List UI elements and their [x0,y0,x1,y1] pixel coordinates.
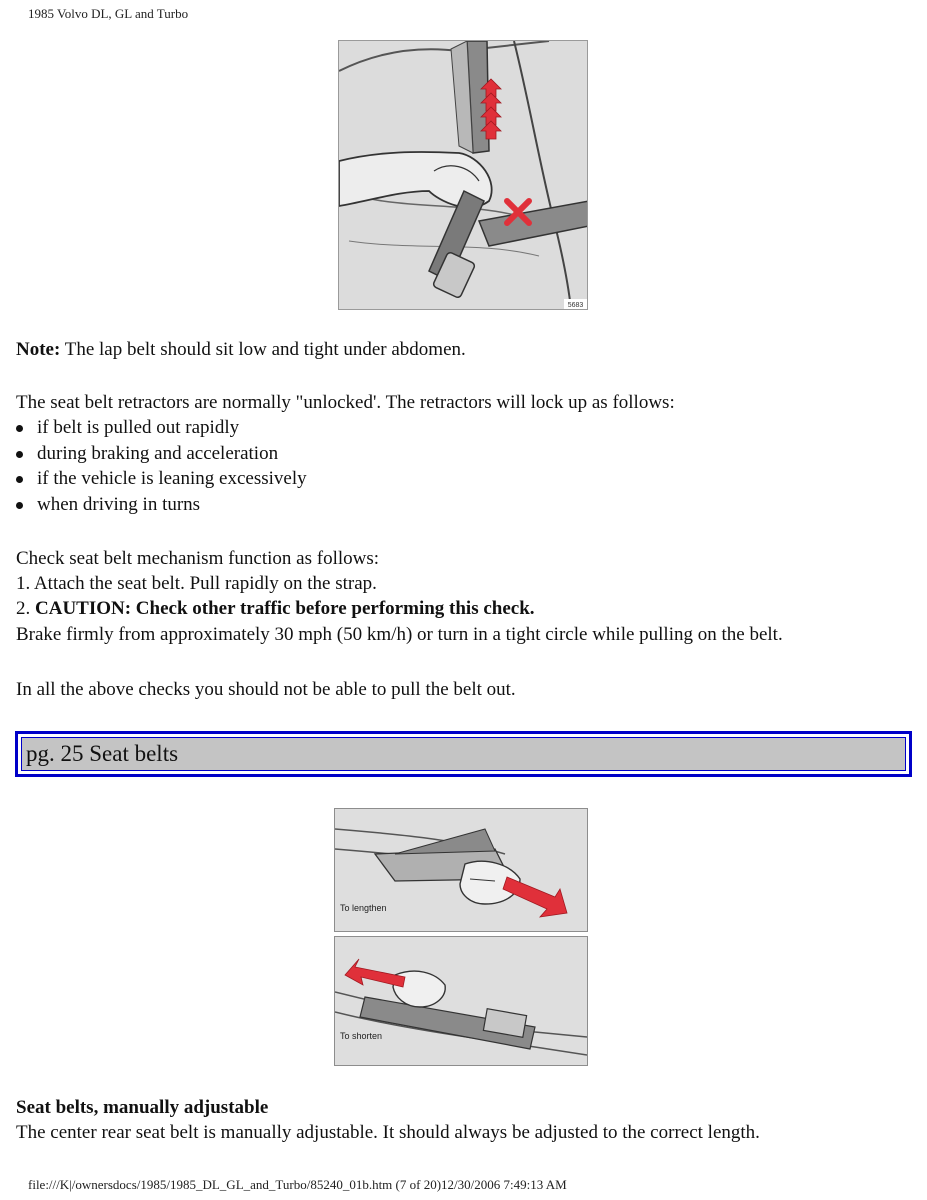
check-heading: Check seat belt mechanism function as follows: [16,548,380,569]
lock-conditions-list [16,415,307,517]
section-title: pg. 25 Seat belts [21,737,906,771]
retractors-intro: The seat belt retractors are normally "unlocked'. The retractors will lock up as follows: [16,392,675,413]
section-heading-bar [15,731,912,777]
figure-code: 5683 [567,302,584,309]
lengthen-panel [334,808,588,932]
list-item: if belt is pulled out rapidly [16,415,307,441]
note-text: The lap belt should sit low and tight under abdomen. [60,339,466,360]
manual-adjust-text: The center rear seat belt is manually adjustable. It should always be adjusted to the correct length. [16,1122,760,1143]
caution-text: CAUTION: Check other traffic before performing this check. [35,598,535,619]
check-step-2-detail: Brake firmly from approximately 30 mph (50 km/h) or turn in a tight circle while pulling on the belt. [16,624,783,645]
check-step-2: 2. CAUTION: Check other traffic before performing this check. [16,598,535,619]
bullet-icon [16,476,23,483]
bullet-icon [16,451,23,458]
note-label: Note: [16,339,61,360]
bullet-icon [16,502,23,509]
list-item: when driving in turns [16,492,307,518]
shorten-panel [334,936,588,1066]
shorten-label: To shorten [340,1031,383,1041]
list-item: during braking and acceleration [16,441,307,467]
seat-belt-fit-illustration [338,40,588,310]
footer-file-path: file:///K|/ownersdocs/1985/1985_DL_GL_and_Turbo/85240_01b.htm (7 of 20)12/30/2006 7:49:13 AM [28,1177,567,1192]
note-paragraph [16,337,466,362]
manual-adjust-heading: Seat belts, manually adjustable [16,1097,269,1118]
lengthen-label: To lengthen [340,903,387,913]
check-conclusion: In all the above checks you should not be able to pull the belt out. [16,679,516,700]
page-header-title: 1985 Volvo DL, GL and Turbo [28,6,189,21]
list-item: if the vehicle is leaning excessively [16,466,307,492]
bullet-icon [16,425,23,432]
check-step-1: 1. Attach the seat belt. Pull rapidly on the strap. [16,573,377,594]
belt-adjustment-illustration [334,808,588,1066]
